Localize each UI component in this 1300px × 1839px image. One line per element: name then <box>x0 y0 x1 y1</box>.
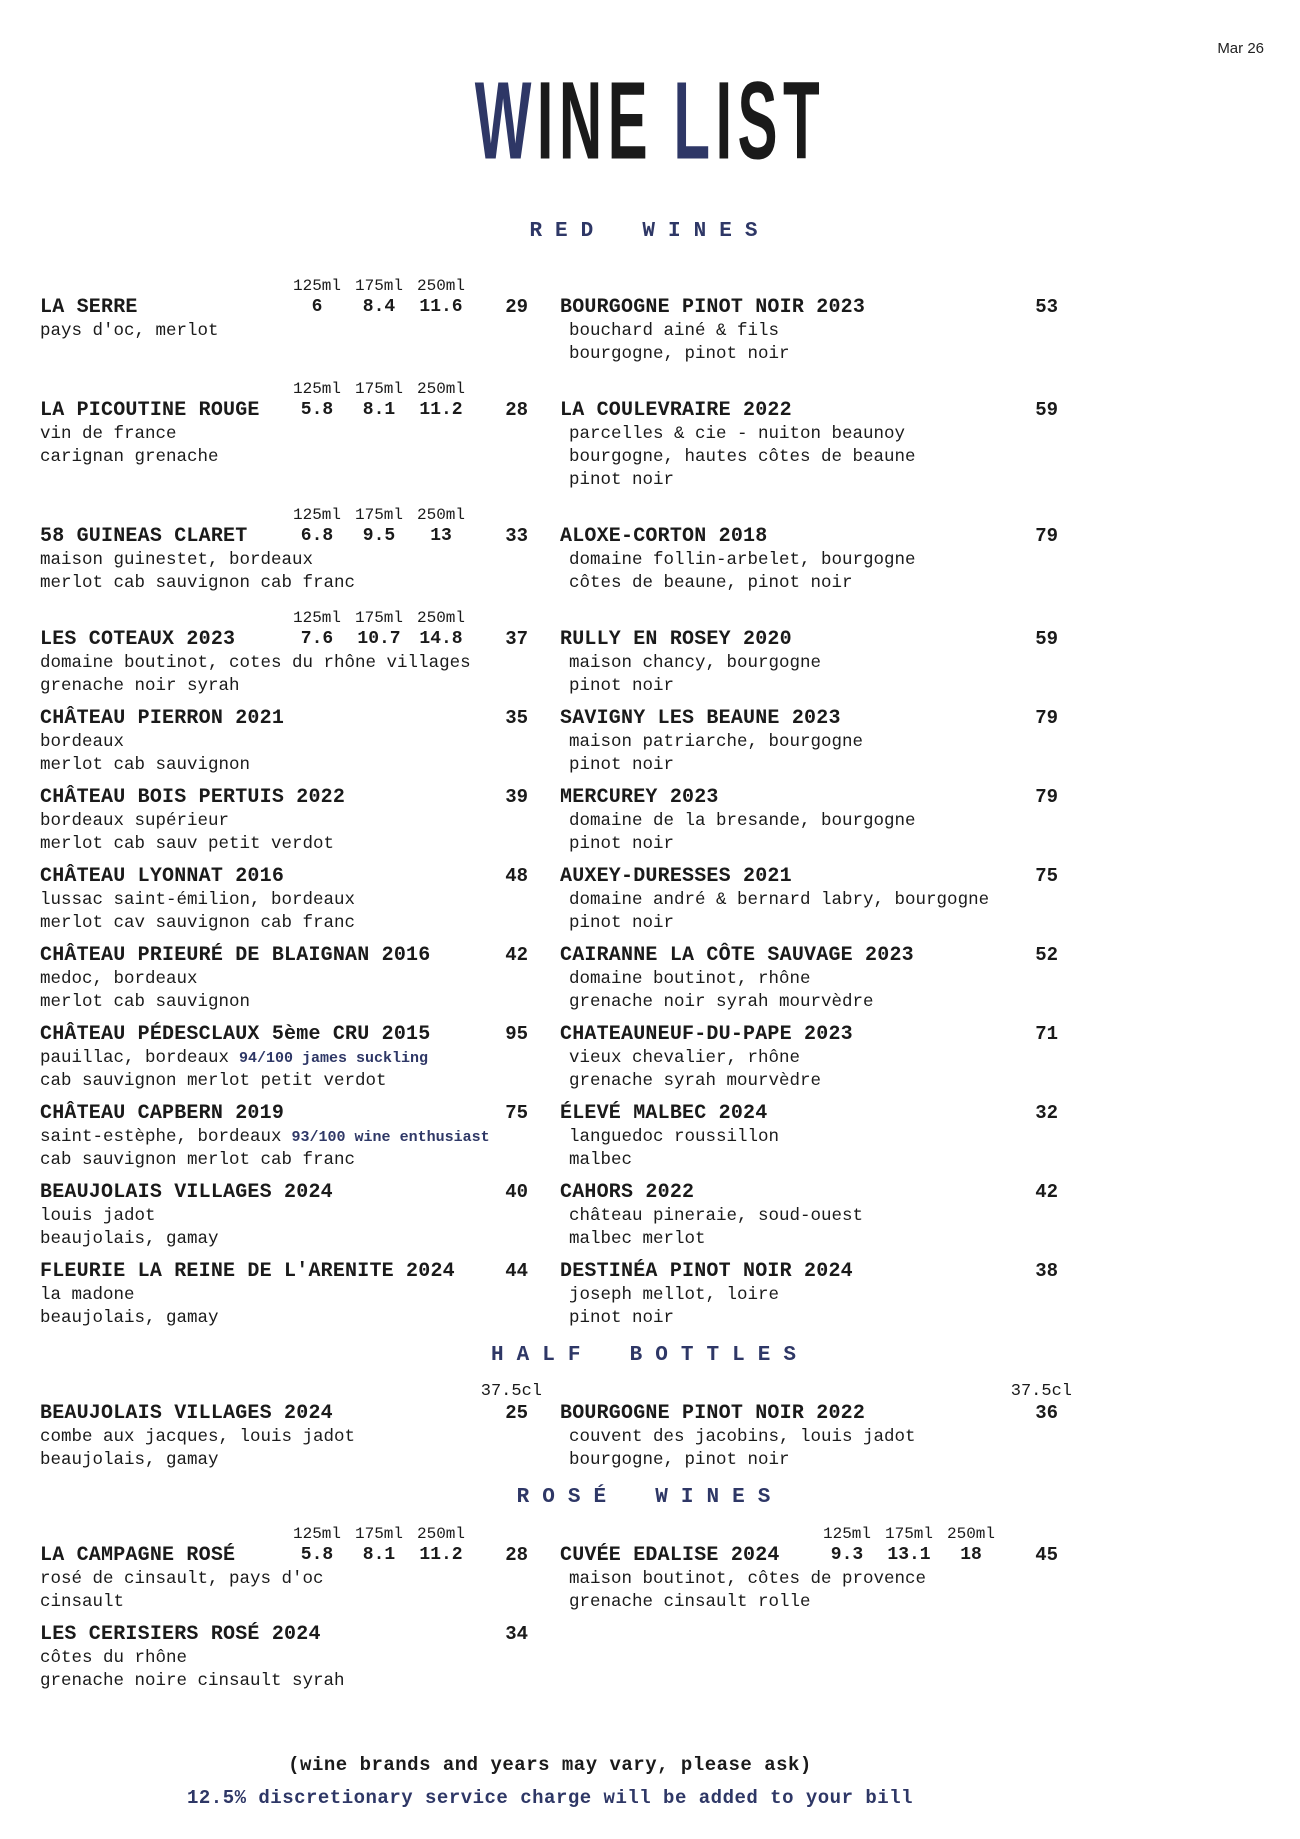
wine-entry <box>560 1101 1060 1172</box>
bottle-price: 95 <box>505 1023 528 1045</box>
wine-name: 58 GUINEAS CLARET <box>40 525 248 548</box>
size-label: 125ml <box>292 609 341 627</box>
glass-price: 8.4 <box>362 297 396 317</box>
wine-entry <box>560 1259 1060 1330</box>
wine-column-left <box>40 374 530 500</box>
size-label: 250ml <box>416 1525 465 1543</box>
wine-description: lussac saint-émilion, bordeaux <box>40 890 356 910</box>
wine-name: LA COULEVRAIRE 2022 <box>560 399 792 422</box>
wine-name: LA CAMPAGNE ROSÉ <box>40 1544 236 1567</box>
wine-column-right <box>560 1519 1060 1622</box>
wine-column-left <box>40 1180 530 1259</box>
wine-column-left <box>40 706 530 785</box>
glass-price: 11.2 <box>419 400 463 420</box>
wine-entry <box>560 271 1060 366</box>
wine-entry <box>40 1101 530 1172</box>
wine-name-row <box>40 1180 530 1205</box>
glass-price: 6 <box>311 297 323 317</box>
size-label: 37.5cl <box>1010 1382 1072 1401</box>
glass-price: 8.1 <box>362 400 396 420</box>
wine-name-row <box>560 864 1060 889</box>
wine-description: merlot cab sauvignon <box>40 992 251 1012</box>
bottle-price: 33 <box>505 525 528 547</box>
wine-entry <box>560 1519 1060 1614</box>
wine-description: merlot cav sauvignon cab franc <box>40 913 356 933</box>
wine-column-right <box>560 603 1060 706</box>
wine-name: DESTINÉA PINOT NOIR 2024 <box>560 1260 853 1283</box>
wine-description: maison patriarche, bourgogne <box>569 732 864 752</box>
wine-description: merlot cab sauvignon <box>40 755 251 775</box>
wine-description: côtes du rhône <box>40 1648 188 1668</box>
wine-description: carignan grenache <box>40 447 219 467</box>
bottle-price: 42 <box>505 944 528 966</box>
sizes-header <box>560 1519 1060 1543</box>
rose-wines-grid <box>40 1519 1060 1701</box>
wine-description: domaine boutinot, rhône <box>569 969 811 989</box>
sizes-header <box>40 271 530 295</box>
glass-price: 14.8 <box>419 629 463 649</box>
wine-column-right <box>560 943 1060 1022</box>
glass-price: 5.8 <box>300 400 334 420</box>
wine-name-row <box>40 706 530 731</box>
wine-column-left <box>40 1259 530 1338</box>
bottle-price: 42 <box>1035 1181 1058 1203</box>
wine-name-row <box>40 785 530 810</box>
bottle-price: 45 <box>1035 1544 1058 1566</box>
glass-price: 6.8 <box>300 526 334 546</box>
wine-name: BEAUJOLAIS VILLAGES 2024 <box>40 1402 333 1425</box>
wine-description: la madone <box>40 1285 135 1305</box>
wine-description: domaine follin-arbelet, bourgogne <box>569 550 916 570</box>
bottle-price: 34 <box>505 1623 528 1645</box>
wine-description: bordeaux <box>40 732 125 752</box>
wine-name-row <box>40 627 530 652</box>
glass-price: 7.6 <box>300 629 334 649</box>
wine-column-left <box>40 1101 530 1180</box>
bottle-price: 53 <box>1035 296 1058 318</box>
size-label: 250ml <box>416 609 465 627</box>
wine-description: grenache syrah mourvèdre <box>569 1071 822 1091</box>
wine-column-left <box>40 1622 530 1701</box>
wine-description: pinot noir <box>569 1308 675 1328</box>
wine-description: bourgogne, pinot noir <box>569 344 790 364</box>
size-label: 175ml <box>354 380 403 398</box>
wine-name-row <box>560 785 1060 810</box>
wine-name-row <box>560 398 1060 423</box>
wine-entry <box>40 785 530 856</box>
wine-description: beaujolais, gamay <box>40 1229 219 1249</box>
wine-description: beaujolais, gamay <box>40 1450 219 1470</box>
bottle-price: 71 <box>1035 1023 1058 1045</box>
bottle-price: 38 <box>1035 1260 1058 1282</box>
rating-note: 93/100 wine enthusiast <box>291 1129 490 1146</box>
sizes-header <box>40 1519 530 1543</box>
wine-description: domaine boutinot, cotes du rhône villages <box>40 653 471 673</box>
title-text: INE <box>536 59 654 183</box>
wine-name: ÉLEVÉ MALBEC 2024 <box>560 1102 768 1125</box>
wine-description: languedoc roussillon <box>569 1127 780 1147</box>
wine-description: vieux chevalier, rhône <box>569 1048 801 1068</box>
wine-entry <box>40 1022 530 1093</box>
wine-name: CUVÉE EDALISE 2024 <box>560 1544 780 1567</box>
wine-name: AUXEY-DURESSES 2021 <box>560 865 792 888</box>
wine-name-row <box>40 398 530 423</box>
wine-name-row <box>40 1101 530 1126</box>
wine-name-row <box>560 1543 1060 1568</box>
half-bottles-heading: HALF BOTTLES <box>491 1344 809 1367</box>
wine-name: RULLY EN ROSEY 2020 <box>560 628 792 651</box>
bottle-price: 79 <box>1035 786 1058 808</box>
wine-name: ALOXE-CORTON 2018 <box>560 525 768 548</box>
wine-name: CHATEAUNEUF-DU-PAPE 2023 <box>560 1023 853 1046</box>
wine-description: beaujolais, gamay <box>40 1308 219 1328</box>
size-label: 250ml <box>946 1525 995 1543</box>
wine-description: medoc, bordeaux <box>40 969 198 989</box>
wine-description: bordeaux supérieur <box>40 811 230 831</box>
rose-wines-section <box>40 1519 1060 1701</box>
wine-description: cab sauvignon merlot petit verdot <box>40 1071 387 1091</box>
wine-column-right <box>560 1622 1060 1701</box>
sizes-header <box>40 603 530 627</box>
glass-price: 11.2 <box>419 1545 463 1565</box>
wine-name: LES COTEAUX 2023 <box>40 628 236 651</box>
wine-name-row <box>40 524 530 549</box>
glass-price: 8.1 <box>362 1545 396 1565</box>
wine-description: saint-estèphe, bordeaux 93/100 wine enthusiast <box>40 1127 490 1147</box>
wine-name-row <box>40 864 530 889</box>
wine-description: domaine andré & bernard labry, bourgogne <box>569 890 990 910</box>
wine-description: cab sauvignon merlot cab franc <box>40 1150 356 1170</box>
size-label: 125ml <box>292 277 341 295</box>
sizes-spacer <box>560 500 1060 524</box>
size-label: 125ml <box>822 1525 871 1543</box>
wine-column-left <box>40 500 530 603</box>
bottle-price: 28 <box>505 399 528 421</box>
wine-name: BOURGOGNE PINOT NOIR 2023 <box>560 296 866 319</box>
wine-column-right <box>560 1377 1072 1480</box>
wine-description: rosé de cinsault, pays d'oc <box>40 1569 324 1589</box>
wine-name-row <box>560 1180 1060 1205</box>
wine-column-right <box>560 864 1060 943</box>
wine-description: couvent des jacobins, louis jadot <box>569 1427 916 1447</box>
bottle-price: 75 <box>1035 865 1058 887</box>
sizes-spacer <box>560 603 1060 627</box>
wine-description: grenache cinsault rolle <box>569 1592 811 1612</box>
wine-description: merlot cab sauv petit verdot <box>40 834 335 854</box>
bottle-price: 29 <box>505 296 528 318</box>
wine-entry <box>40 271 530 343</box>
wine-entry <box>40 943 530 1014</box>
wine-column-right <box>560 1259 1060 1338</box>
bottle-price: 39 <box>505 786 528 808</box>
wine-name: CAHORS 2022 <box>560 1181 695 1204</box>
glass-price: 9.3 <box>830 1545 864 1565</box>
wine-description: grenache noir syrah <box>40 676 240 696</box>
glass-price: 9.5 <box>362 526 396 546</box>
wine-name: LA SERRE <box>40 296 138 319</box>
wine-column-left <box>40 1022 530 1101</box>
wine-entry <box>560 706 1060 777</box>
wine-entry <box>560 603 1060 698</box>
wine-entry <box>560 1377 1072 1472</box>
title-accent-letter: L <box>673 59 716 183</box>
wine-description: maison guinestet, bordeaux <box>40 550 314 570</box>
bottle-price: 44 <box>505 1260 528 1282</box>
size-label: 175ml <box>354 506 403 524</box>
wine-description: maison chancy, bourgogne <box>569 653 822 673</box>
wine-description: pinot noir <box>569 470 675 490</box>
rating-note: 94/100 james suckling <box>239 1050 429 1067</box>
wine-entry <box>40 1377 542 1472</box>
half-bottles-section <box>40 1377 1072 1480</box>
wine-name-row <box>40 1259 530 1284</box>
bottle-price: 75 <box>505 1102 528 1124</box>
wine-entry <box>560 785 1060 856</box>
footer-note: (wine brands and years may vary, please ask) <box>288 1754 812 1776</box>
wine-entry <box>40 1259 530 1330</box>
bottle-price: 36 <box>1035 1402 1058 1424</box>
wine-entry <box>40 1180 530 1251</box>
wine-entry <box>560 374 1060 492</box>
wine-description: pauillac, bordeaux 94/100 james suckling <box>40 1048 429 1068</box>
wine-description: château pineraie, soud-ouest <box>569 1206 864 1226</box>
wine-column-left <box>40 943 530 1022</box>
bottle-price: 37 <box>505 628 528 650</box>
wine-name-row <box>40 943 530 968</box>
wine-column-left <box>40 1377 542 1480</box>
wine-column-right <box>560 706 1060 785</box>
wine-name: FLEURIE LA REINE DE L'ARENITE 2024 <box>40 1260 455 1283</box>
red-wines-section <box>40 271 1060 1338</box>
wine-name: LA PICOUTINE ROUGE <box>40 399 260 422</box>
sizes-header <box>40 374 530 398</box>
wine-name-row <box>40 1543 530 1568</box>
wine-description: côtes de beaune, pinot noir <box>569 573 853 593</box>
wine-description: malbec merlot <box>569 1229 706 1249</box>
wine-column-right <box>560 500 1060 603</box>
wine-description: parcelles & cie - nuiton beaunoy <box>569 424 906 444</box>
glass-price: 13 <box>430 526 452 546</box>
service-charge-note: 12.5% discretionary service charge will be added to your bill <box>186 1787 913 1809</box>
glass-price: 13.1 <box>887 1545 931 1565</box>
bottle-price: 48 <box>505 865 528 887</box>
size-label: 250ml <box>416 506 465 524</box>
glass-price: 5.8 <box>300 1545 334 1565</box>
sizes-spacer <box>560 374 1060 398</box>
wine-column-right <box>560 271 1060 374</box>
wine-description: bourgogne, hautes côtes de beaune <box>569 447 916 467</box>
bottle-price: 79 <box>1035 525 1058 547</box>
wine-description: pays d'oc, merlot <box>40 321 219 341</box>
red-wines-grid <box>40 271 1060 1338</box>
size-label: 125ml <box>292 1525 341 1543</box>
size-label: 175ml <box>884 1525 933 1543</box>
wine-entry <box>40 374 530 469</box>
wine-entry <box>560 1180 1060 1251</box>
wine-description: cinsault <box>40 1592 125 1612</box>
wine-name: CHÂTEAU CAPBERN 2019 <box>40 1102 285 1125</box>
wine-description: pinot noir <box>569 913 675 933</box>
size-label: 175ml <box>354 277 403 295</box>
wine-entry <box>560 864 1060 935</box>
wine-entry <box>40 1519 530 1614</box>
wine-name-row <box>40 1622 530 1647</box>
wine-name: CHÂTEAU PIERRON 2021 <box>40 707 285 730</box>
sizes-header <box>40 1377 542 1401</box>
size-label: 250ml <box>416 277 465 295</box>
wine-name-row <box>560 1259 1060 1284</box>
wine-name: CHÂTEAU BOIS PERTUIS 2022 <box>40 786 346 809</box>
wine-entry <box>40 500 530 595</box>
wine-name-row <box>560 943 1060 968</box>
wine-name-row <box>40 1022 530 1047</box>
wine-description: maison boutinot, côtes de provence <box>569 1569 927 1589</box>
wine-column-left <box>40 603 530 706</box>
wine-name-row <box>560 295 1060 320</box>
title-text: IST <box>715 59 826 183</box>
bottle-price: 59 <box>1035 399 1058 421</box>
red-wines-heading: RED WINES <box>529 220 771 243</box>
bottle-price: 32 <box>1035 1102 1058 1124</box>
bottle-price: 25 <box>505 1402 528 1424</box>
wine-column-left <box>40 1519 530 1622</box>
glass-price: 10.7 <box>357 629 401 649</box>
wine-description: grenache noire cinsault syrah <box>40 1671 345 1691</box>
bottle-price: 79 <box>1035 707 1058 729</box>
wine-description: joseph mellot, loire <box>569 1285 780 1305</box>
wine-column-right <box>560 374 1060 500</box>
wine-entry <box>40 864 530 935</box>
title-accent-letter: W <box>474 59 537 183</box>
glass-price: 11.6 <box>419 297 463 317</box>
wine-name-row <box>40 1401 530 1426</box>
wine-name: CHÂTEAU LYONNAT 2016 <box>40 865 285 888</box>
page-title-text <box>474 59 826 183</box>
bottle-price: 59 <box>1035 628 1058 650</box>
wine-description: malbec <box>569 1150 633 1170</box>
wine-name-row <box>560 524 1060 549</box>
wine-entry <box>560 500 1060 595</box>
wine-entry <box>40 603 530 698</box>
sizes-spacer <box>560 271 1060 295</box>
wine-name: CAIRANNE LA CÔTE SAUVAGE 2023 <box>560 944 914 967</box>
rose-wines-heading: ROSÉ WINES <box>516 1486 784 1509</box>
wine-description: grenache noir syrah mourvèdre <box>569 992 874 1012</box>
bottle-price: 28 <box>505 1544 528 1566</box>
size-label: 175ml <box>354 1525 403 1543</box>
wine-entry <box>40 706 530 777</box>
wine-name: CHÂTEAU PRIEURÉ DE BLAIGNAN 2016 <box>40 944 431 967</box>
wine-column-left <box>40 864 530 943</box>
size-label: 37.5cl <box>480 1382 542 1401</box>
wine-entry <box>560 1022 1060 1093</box>
size-label: 175ml <box>354 609 403 627</box>
footer <box>40 1754 1060 1809</box>
bottle-price: 35 <box>505 707 528 729</box>
wine-name-row <box>560 1401 1060 1426</box>
half-bottles-grid <box>40 1377 1072 1480</box>
wine-name: BEAUJOLAIS VILLAGES 2024 <box>40 1181 333 1204</box>
size-label: 125ml <box>292 506 341 524</box>
wine-description: bourgogne, pinot noir <box>569 1450 790 1470</box>
wine-description: vin de france <box>40 424 177 444</box>
wine-description: pinot noir <box>569 834 675 854</box>
wine-name: CHÂTEAU PÉDESCLAUX 5ème CRU 2015 <box>40 1023 431 1046</box>
page-title <box>0 0 1300 183</box>
wine-name: LES CERISIERS ROSÉ 2024 <box>40 1623 321 1646</box>
size-label: 250ml <box>416 380 465 398</box>
bottle-price: 52 <box>1035 944 1058 966</box>
wine-column-left <box>40 271 530 374</box>
wine-description: bouchard ainé & fils <box>569 321 780 341</box>
wine-column-right <box>560 1022 1060 1101</box>
wine-name: BOURGOGNE PINOT NOIR 2022 <box>560 1402 866 1425</box>
wine-description: domaine de la bresande, bourgogne <box>569 811 916 831</box>
wine-name: SAVIGNY LES BEAUNE 2023 <box>560 707 841 730</box>
wine-name-row <box>560 706 1060 731</box>
wine-name: MERCUREY 2023 <box>560 786 719 809</box>
wine-name-row <box>560 1101 1060 1126</box>
wine-column-right <box>560 1180 1060 1259</box>
wine-column-right <box>560 785 1060 864</box>
glass-price: 18 <box>960 1545 982 1565</box>
wine-name-row <box>40 295 530 320</box>
wine-name-row <box>560 627 1060 652</box>
bottle-price: 40 <box>505 1181 528 1203</box>
wine-entry <box>560 943 1060 1014</box>
wine-description: combe aux jacques, louis jadot <box>40 1427 356 1447</box>
wine-column-left <box>40 785 530 864</box>
wine-description: pinot noir <box>569 755 675 775</box>
sizes-header <box>560 1377 1072 1401</box>
wine-column-right <box>560 1101 1060 1180</box>
size-label: 125ml <box>292 380 341 398</box>
date-label: Mar 26 <box>1217 40 1264 57</box>
wine-entry <box>40 1622 530 1693</box>
wine-description: merlot cab sauvignon cab franc <box>40 573 356 593</box>
wine-description: louis jadot <box>40 1206 156 1226</box>
wine-description: pinot noir <box>569 676 675 696</box>
wine-name-row <box>560 1022 1060 1047</box>
sizes-header <box>40 500 530 524</box>
